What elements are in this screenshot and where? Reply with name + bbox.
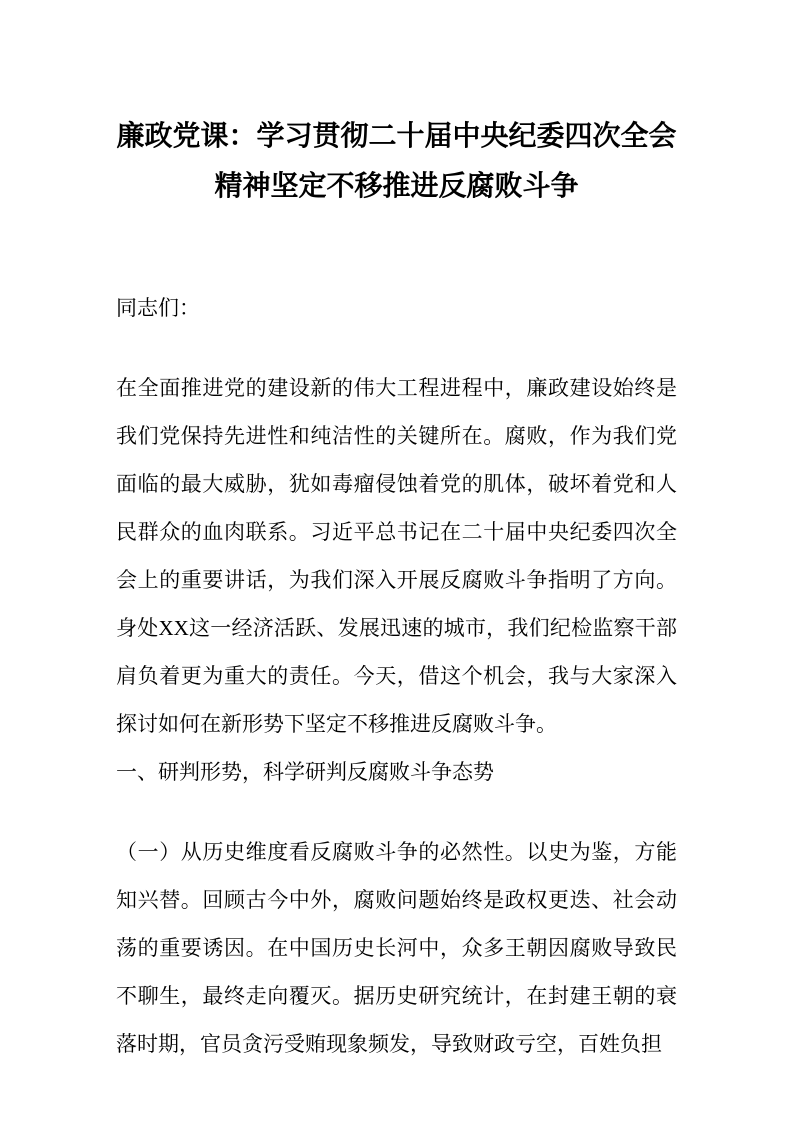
intro-paragraph: 在全面推进党的建设新的伟大工程进程中，廉政建设始终是我们党保持先进性和纯洁性的关键所在。腐败，作为我们党面临的最大威胁，犹如毒瘤侵蚀着党的肌体，破坏着党和人民群众的血肉联系。习近平总书记在二十届中央纪委四次全会上的重要讲话，为我们深入开展反腐败斗争指明了方向。身处XX这一经济活跃、发展迅速的城市，我们纪检监察干部肩负着更为重大的责任。今天，借这个机会，我与大家深入探讨如何在新形势下坚定不移推进反腐败斗争。 xyxy=(116,376,677,736)
document-title: 廉政党课：学习贯彻二十届中央纪委四次全会精神坚定不移推进反腐败斗争 xyxy=(116,121,677,202)
body-paragraph-1: （一）从历史维度看反腐败斗争的必然性。以史为鉴，方能知兴替。回顾古今中外，腐败问题始终是政权更迭、社会动荡的重要诱因。在中国历史长河中，众多王朝因腐败导致民不聊生，最终走向覆灭。据历史研究统计，在封建王朝的衰落时期，官员贪污受贿现象频发，导致财政亏空，百姓负担 xyxy=(116,840,677,1056)
greeting-line: 同志们： xyxy=(116,296,200,320)
section-heading-1: 一、研判形势，科学研判反腐败斗争态势 xyxy=(116,760,494,784)
document-content xyxy=(0,112,793,1122)
